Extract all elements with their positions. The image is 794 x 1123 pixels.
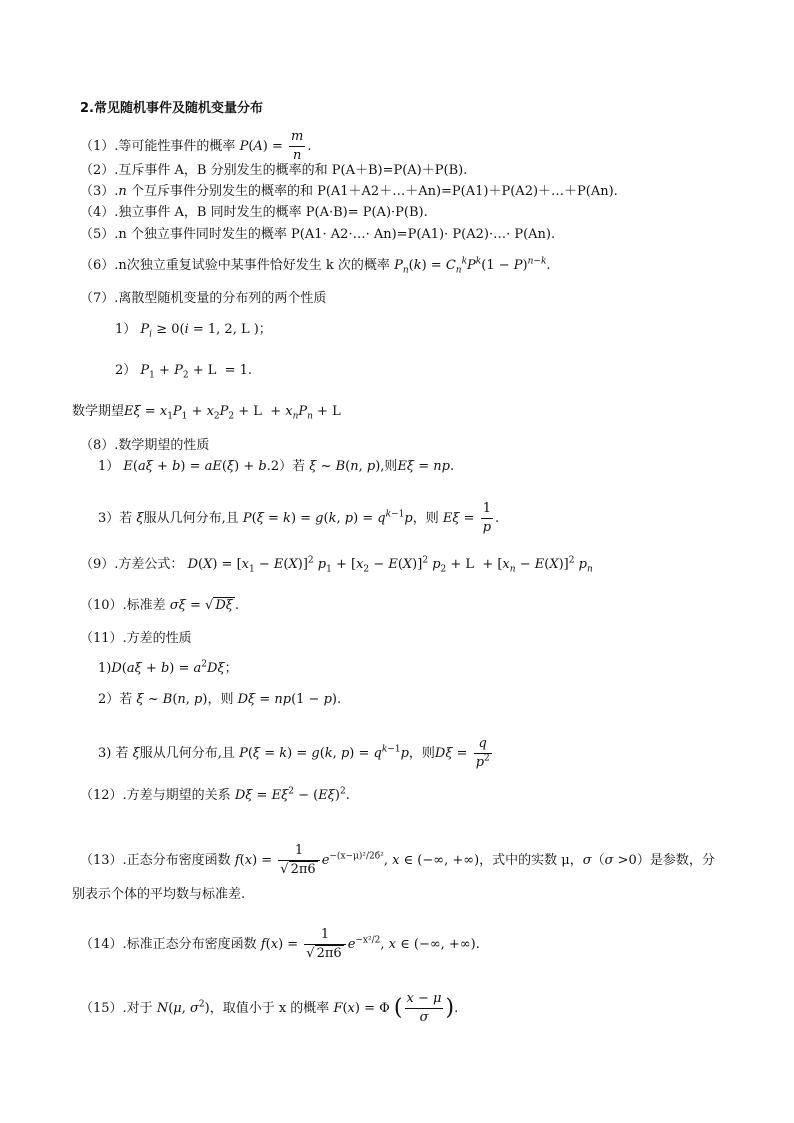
expectation-formula: 数学期望$E\xi = x_1P_1 + x_2P_2 + L + x_nP_n + L$ <box>72 404 341 422</box>
item-text: .互斥事件 A，B 分别发生的概率的和 P(A＋B)=P(A)＋P(B). <box>114 163 468 178</box>
item-no: （3） <box>80 184 115 199</box>
item-8-property-3: 3）若 ξ服从几何分布,且 P(ξ = k) = g(k, $p) = q^{k-1}p$，则 Eξ = $\frac{1}{p}$ . <box>98 501 500 535</box>
item-no: （11） <box>80 631 123 646</box>
item-text: .等可能性事件的概率 <box>114 139 236 154</box>
item-text: .n 个独立事件同时发生的概率 P(A1· A2·…· An)=P(A1)· P(A2)·…· P(An). <box>114 227 556 242</box>
section-title: 2.常见随机事件及随机变量分布 <box>80 101 263 116</box>
item-6: （6）.n次独立重复试验中某事件恰好发生 k 次的概率 $P_n(k) = C_n^kP^k(1 - P)^{n-k}$. <box>80 256 551 276</box>
item-no: （1） <box>80 139 115 154</box>
item-no: （12） <box>80 788 123 803</box>
item-no: （5） <box>80 227 115 242</box>
item-no: （7） <box>80 291 115 306</box>
item-text: .离散型随机变量的分布列的两个性质 <box>114 291 327 306</box>
item-text: 个互斥事件分别发生的概率的和 P(A1＋A2＋…＋An)=P(A1)＋P(A2)＋…＋P(An). <box>130 184 618 199</box>
item-14: （14）.标准正态分布密度函数 f(x) = $\frac{1}{√ 2\pi 6}$ $e^{-x^2/2}$, x ∈ (−∞, +∞). <box>80 927 480 961</box>
item-text: .独立事件 A，B 同时发生的概率 P(A·B)= P(A)·P(B). <box>114 205 428 220</box>
item-no: （4） <box>80 205 115 220</box>
item-4 <box>80 204 428 222</box>
item-no: （10） <box>80 598 123 613</box>
item-no: （9） <box>80 557 115 572</box>
item-text: .正态分布密度函数 <box>122 853 231 868</box>
item-5 <box>80 226 555 244</box>
item-text: .标准正态分布密度函数 <box>122 937 257 952</box>
item-8 <box>80 437 209 455</box>
item-no: （14） <box>80 937 123 952</box>
item-text: .方差公式： <box>114 557 184 572</box>
item-11-property-3: 3) 若 ξ服从几何分布,且 P(ξ = k) = g(k, $p) = q^{k-1}p$，则Dξ = $\frac{q}{p^2}$ <box>98 736 490 770</box>
item-9: （9）.方差公式： $D(X) = [x_1 - E(X)]^2$ $p_1 + [x_2 - E(X)]^2$ $p_2 + L + [x_n - E(X)]^2$ $p_n$ <box>80 555 593 575</box>
item-1: （1）.等可能性事件的概率 P(A) = $\frac{m}{n}$ . <box>80 129 312 163</box>
item-text: .方差的性质 <box>122 631 192 646</box>
item-13: （13）.正态分布密度函数 f(x) = $\frac{1}{√ 2\pi 6}$ $e^{-(x-\mu)^2/2б^2}$, x ∈ (−∞, +∞)，式中的实数 μ，σ（σ >0）是参数，分 <box>80 843 715 877</box>
item-no: （8） <box>80 438 115 453</box>
item-no: （6） <box>80 258 115 273</box>
item-7-property-2: 2） $P_1 + P_2 + L = 1$. <box>115 363 253 381</box>
item-11 <box>80 630 192 648</box>
item-8-property-1: 1） E(aξ + b) = aE(ξ) + b.2）若 ξ ~ B(n, p),则Eξ = np. <box>98 459 455 474</box>
item-13-continued: 别表示个体的平均数与标准差. <box>72 887 246 902</box>
item-2 <box>80 162 467 180</box>
item-7-property-1: 1） $P_i \ge 0(i = 1$, 2, L )； <box>115 322 272 340</box>
item-11-property-1: $1)D(a\xi + b) = a^2D\xi$； <box>98 659 238 676</box>
item-10: （10）.标准差 σξ = √ Dξ . <box>80 598 240 613</box>
item-no: （15） <box>80 1001 123 1016</box>
item-7 <box>80 290 326 308</box>
item-11-property-2: 2）若 ξ ~ B(n, p)，则 Dξ = np(1 − p). <box>98 692 342 707</box>
item-3: （3）.n 个互斥事件分别发生的概率的和 P(A1＋A2＋…＋An)=P(A1)＋P(A2)＋…＋P(An). <box>80 184 618 199</box>
item-15: （15）.对于 N(μ, $\sigma^2$)，取值小于 x 的概率 F(x) = Φ ( $\frac{x - \mu}{\sigma}$ ). <box>80 991 459 1025</box>
item-no: （2） <box>80 163 115 178</box>
item-12: （12）.方差与期望的关系 $D\xi = E\xi^2 - (E\xi)^2$. <box>80 786 350 803</box>
item-text: .方差与期望的关系 <box>122 788 231 803</box>
item-text: .标准差 <box>122 598 166 613</box>
item-text: .数学期望的性质 <box>114 438 210 453</box>
item-no: （13） <box>80 853 123 868</box>
item-text: .n次独立重复试验中某事件恰好发生 k 次的概率 <box>114 258 390 273</box>
item-text: .对于 <box>122 1001 153 1016</box>
